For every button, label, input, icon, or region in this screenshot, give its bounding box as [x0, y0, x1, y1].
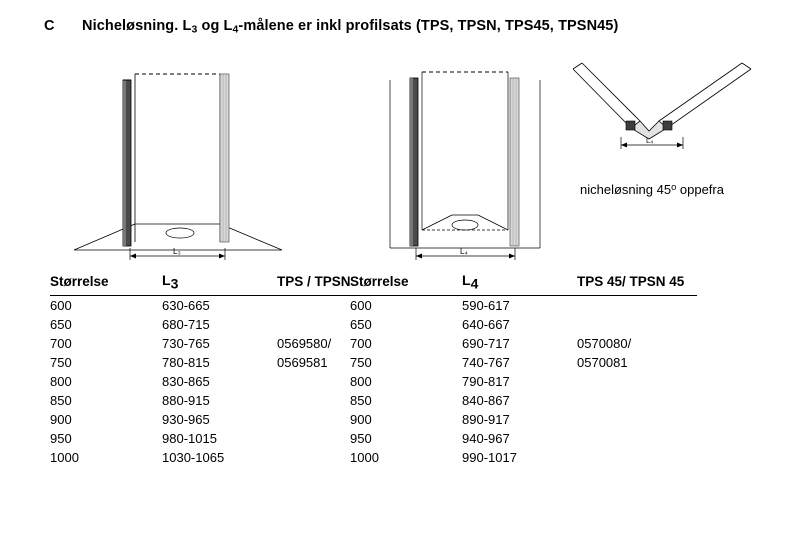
cell-measure: 680-715 [162, 316, 210, 332]
cell-size: 600 [350, 297, 372, 313]
figure-niche-l3-svg [60, 50, 300, 265]
table-row [350, 353, 697, 372]
title-part-3: -målene er inkl profilsats (TPS, TPSN, TPS45, TPSN45) [238, 18, 619, 34]
cell-size: 950 [50, 430, 72, 446]
title-part-2: og L [197, 18, 233, 34]
header-measure-letter: L [162, 272, 171, 288]
cell-article [577, 391, 697, 410]
dim-label-l4-right: L₄ [646, 136, 654, 145]
table-row [50, 334, 397, 353]
table-row [350, 410, 697, 429]
cell-measure: 790-817 [462, 373, 510, 389]
cell-size: 850 [350, 392, 372, 408]
cell-size: 600 [50, 297, 72, 313]
figure-45-from-above [555, 55, 770, 175]
cell-article: 0570080/ [577, 335, 632, 351]
cell-measure: 1030-1065 [162, 449, 225, 465]
cell-size: 650 [350, 316, 372, 332]
cell-measure: 630-665 [162, 297, 210, 313]
header-article: TPS 45/ TPSN 45 [577, 272, 697, 295]
table-header-row [50, 272, 397, 295]
table-l4-grid [350, 272, 697, 467]
cell-article [577, 448, 697, 467]
header-size: Størrelse [350, 272, 462, 295]
table-row [50, 429, 397, 448]
cell-measure: 890-917 [462, 411, 510, 427]
dim-label-l4: L₄ [460, 247, 468, 256]
cell-article [577, 295, 697, 315]
title-part-1: Nicheløsning. L [82, 18, 192, 34]
table-row [350, 372, 697, 391]
page-title [82, 18, 618, 36]
header-measure [462, 272, 577, 295]
cell-size: 1000 [50, 449, 79, 465]
table-row [350, 295, 697, 315]
table-row [350, 315, 697, 334]
cell-measure: 730-765 [162, 335, 210, 351]
cell-size: 950 [350, 430, 372, 446]
cell-measure: 640-667 [462, 316, 510, 332]
cell-measure: 990-1017 [462, 449, 517, 465]
title-sub-1: 3 [191, 24, 198, 36]
table-l3-grid [50, 272, 397, 467]
cell-measure: 690-717 [462, 335, 510, 351]
cell-article [577, 315, 697, 334]
caption-text-end: oppefra [676, 182, 724, 198]
cell-size: 800 [50, 373, 72, 389]
table-row [50, 295, 397, 315]
table-l4-body [350, 295, 697, 467]
table-row [50, 448, 397, 467]
table-row [350, 448, 697, 467]
cell-measure: 590-617 [462, 297, 510, 313]
header-measure [162, 272, 277, 295]
table-l4 [350, 272, 697, 467]
title-sub-2: 4 [232, 24, 239, 36]
cell-size: 750 [50, 354, 72, 370]
cell-measure: 880-915 [162, 392, 210, 408]
cell-size: 700 [350, 335, 372, 351]
cell-article [577, 372, 697, 391]
caption-degree: o [671, 182, 677, 192]
table-row [50, 372, 397, 391]
dim-label-l3: L₃ [173, 247, 181, 256]
cell-measure: 780-815 [162, 354, 210, 370]
cell-article [577, 429, 697, 448]
header-measure-sub: 3 [170, 275, 179, 292]
header-article: TPS / TPSN [277, 272, 397, 295]
cell-size: 750 [350, 354, 372, 370]
cell-size: 1000 [350, 449, 379, 465]
cell-measure: 740-767 [462, 354, 510, 370]
table-row [350, 391, 697, 410]
table-l3-body [50, 295, 397, 467]
table-row [50, 391, 397, 410]
table-header-row [350, 272, 697, 295]
figure-45-svg [555, 55, 770, 170]
table-row [50, 353, 397, 372]
table-row [50, 410, 397, 429]
cell-article [577, 410, 697, 429]
cell-measure: 940-967 [462, 430, 510, 446]
cell-article: 0570081 [577, 354, 628, 370]
cell-article: 0569580/ [277, 335, 332, 351]
section-heading [44, 18, 764, 36]
table-row [50, 315, 397, 334]
table-l3 [50, 272, 397, 467]
cell-measure: 930-965 [162, 411, 210, 427]
cell-size: 900 [50, 411, 72, 427]
cell-size: 900 [350, 411, 372, 427]
section-letter: C [44, 18, 55, 34]
cell-measure: 840-867 [462, 392, 510, 408]
table-row [350, 334, 697, 353]
cell-size: 650 [50, 316, 72, 332]
caption-45-from-above [580, 182, 724, 197]
cell-measure: 830-865 [162, 373, 210, 389]
cell-measure: 980-1015 [162, 430, 217, 446]
header-measure-letter: L [462, 272, 471, 288]
figure-niche-l4 [380, 50, 555, 270]
figure-niche-l3 [60, 50, 300, 270]
cell-size: 700 [50, 335, 72, 351]
figure-niche-l4-svg [380, 50, 555, 265]
cell-size: 850 [50, 392, 72, 408]
table-row [350, 429, 697, 448]
header-size: Størrelse [50, 272, 162, 295]
cell-article: 0569581 [277, 354, 328, 370]
caption-text: nicheløsning 45 [580, 182, 672, 198]
cell-size: 800 [350, 373, 372, 389]
header-measure-sub: 4 [470, 275, 479, 292]
